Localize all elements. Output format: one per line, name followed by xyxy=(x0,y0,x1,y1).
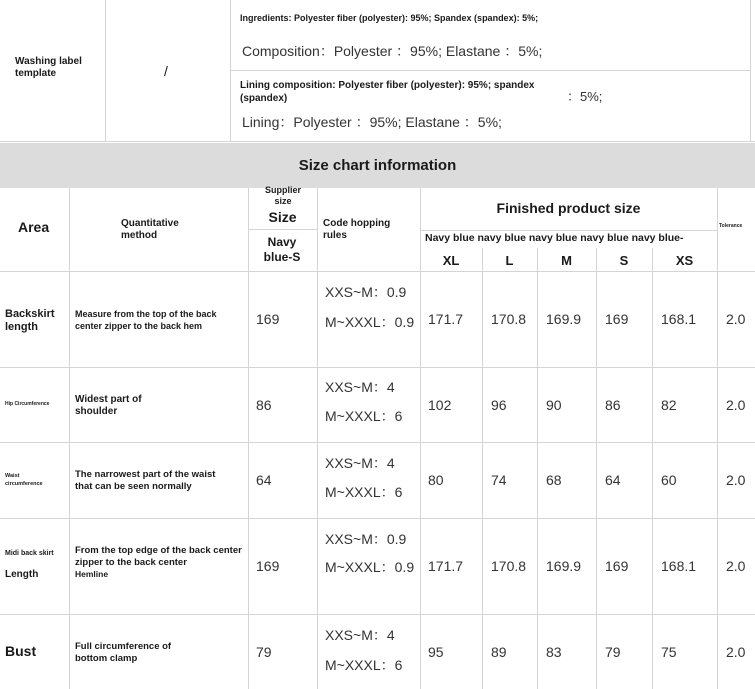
row-tolerance: 2.0 xyxy=(726,311,746,327)
row-s: 79 xyxy=(605,644,621,660)
size-table xyxy=(0,185,755,689)
row-l: 170.8 xyxy=(491,311,527,327)
row-xs: 60 xyxy=(661,472,677,488)
washing-label-title: Washing label template xyxy=(15,56,82,79)
row-xs: 82 xyxy=(661,397,677,413)
row-s: 169 xyxy=(605,311,629,327)
row-area-small: Midi back skirt xyxy=(5,550,54,557)
row-s: 64 xyxy=(605,472,621,488)
row-rule2: M~XXXL：0.9 xyxy=(325,559,415,575)
row-supplier: 169 xyxy=(256,558,280,574)
lining-percent: ：5%; xyxy=(567,89,603,104)
row-rule2: M~XXXL：6 xyxy=(325,408,403,424)
size-chart-title: Size chart information xyxy=(0,143,755,188)
row-xs: 168.1 xyxy=(661,558,697,574)
ingredients-line: Ingredients: Polyester fiber (polyester): 95%; Spandex (spandex): 5%; xyxy=(240,13,539,23)
row-m: 169.9 xyxy=(546,558,582,574)
row-area: Bust xyxy=(5,643,37,659)
header-code-hopping: Code hopping rules xyxy=(323,218,391,241)
row-area: Hip Circumference xyxy=(5,401,50,407)
row-s: 169 xyxy=(605,558,629,574)
size-xl: XL xyxy=(442,253,460,268)
row-tolerance: 2.0 xyxy=(726,397,746,413)
header-tolerance: Tolerance xyxy=(719,223,743,229)
row-supplier: 86 xyxy=(256,397,272,413)
row-area: Length xyxy=(5,569,39,580)
composition-line: Composition：Polyester ：95%; Elastane ：5%; xyxy=(242,43,543,59)
row-method: From the top edge of the back center zipper to the back center xyxy=(75,545,242,568)
row-method: Full circumference of bottom clamp xyxy=(75,641,172,664)
row-m: 68 xyxy=(546,472,562,488)
size-l: L xyxy=(505,253,514,268)
row-xs: 75 xyxy=(661,644,677,660)
row-xl: 95 xyxy=(428,644,444,660)
row-rule1: XXS~M：4 xyxy=(325,379,395,395)
row-rule1: XXS~M：0.9 xyxy=(325,284,407,300)
header-navy-s: Navy blue-S xyxy=(263,235,301,264)
header-finished-size: Finished product size xyxy=(496,200,641,216)
row-rule1: XXS~M：4 xyxy=(325,455,395,471)
row-xl: 102 xyxy=(428,397,452,413)
row-tolerance: 2.0 xyxy=(726,558,746,574)
row-supplier: 79 xyxy=(256,644,272,660)
header-area: Area xyxy=(18,219,50,235)
row-m: 83 xyxy=(546,644,562,660)
lining-composition-line: Lining composition: Polyester fiber (polyester): 95%; spandex (spandex) xyxy=(240,80,535,104)
row-method: Widest part of shoulder xyxy=(75,394,142,417)
row-xl: 171.7 xyxy=(428,558,464,574)
header-supplier-size: Supplier size xyxy=(264,185,301,206)
row-method: The narrowest part of the waist that can be seen normally xyxy=(75,469,216,492)
row-xl: 171.7 xyxy=(428,311,464,327)
row-m: 169.9 xyxy=(546,311,582,327)
row-l: 170.8 xyxy=(491,558,527,574)
row-xl: 80 xyxy=(428,472,444,488)
header-method: Quantitative method xyxy=(121,218,179,241)
size-m: M xyxy=(561,253,572,268)
row-l: 96 xyxy=(491,397,507,413)
row-rule2: M~XXXL：0.9 xyxy=(325,314,415,330)
row-rule2: M~XXXL：6 xyxy=(325,484,403,500)
row-method-overlap: Hemline xyxy=(75,569,109,579)
row-method: Measure from the top of the back center zipper to the back hem xyxy=(75,309,217,331)
header-size: Size xyxy=(268,209,297,225)
row-tolerance: 2.0 xyxy=(726,644,746,660)
size-xs: XS xyxy=(675,253,694,268)
header-navy-repeat: Navy blue navy blue navy blue navy blue navy blue- xyxy=(425,232,684,244)
slash-placeholder: / xyxy=(164,63,168,79)
lining-line: Lining：Polyester ：95%; Elastane ：5%; xyxy=(242,114,502,130)
row-tolerance: 2.0 xyxy=(726,472,746,488)
row-area: Backskirt length xyxy=(5,308,55,333)
row-supplier: 169 xyxy=(256,311,280,327)
row-l: 89 xyxy=(491,644,507,660)
row-xs: 168.1 xyxy=(661,311,697,327)
size-s: S xyxy=(619,253,629,268)
row-area: Waist circumference xyxy=(5,473,43,487)
row-m: 90 xyxy=(546,397,562,413)
label-section xyxy=(0,0,755,142)
row-s: 86 xyxy=(605,397,621,413)
row-rule1: XXS~M：0.9 xyxy=(325,531,407,547)
row-rule2: M~XXXL：6 xyxy=(325,657,403,673)
row-l: 74 xyxy=(491,472,507,488)
row-supplier: 64 xyxy=(256,472,272,488)
row-rule1: XXS~M：4 xyxy=(325,627,395,643)
